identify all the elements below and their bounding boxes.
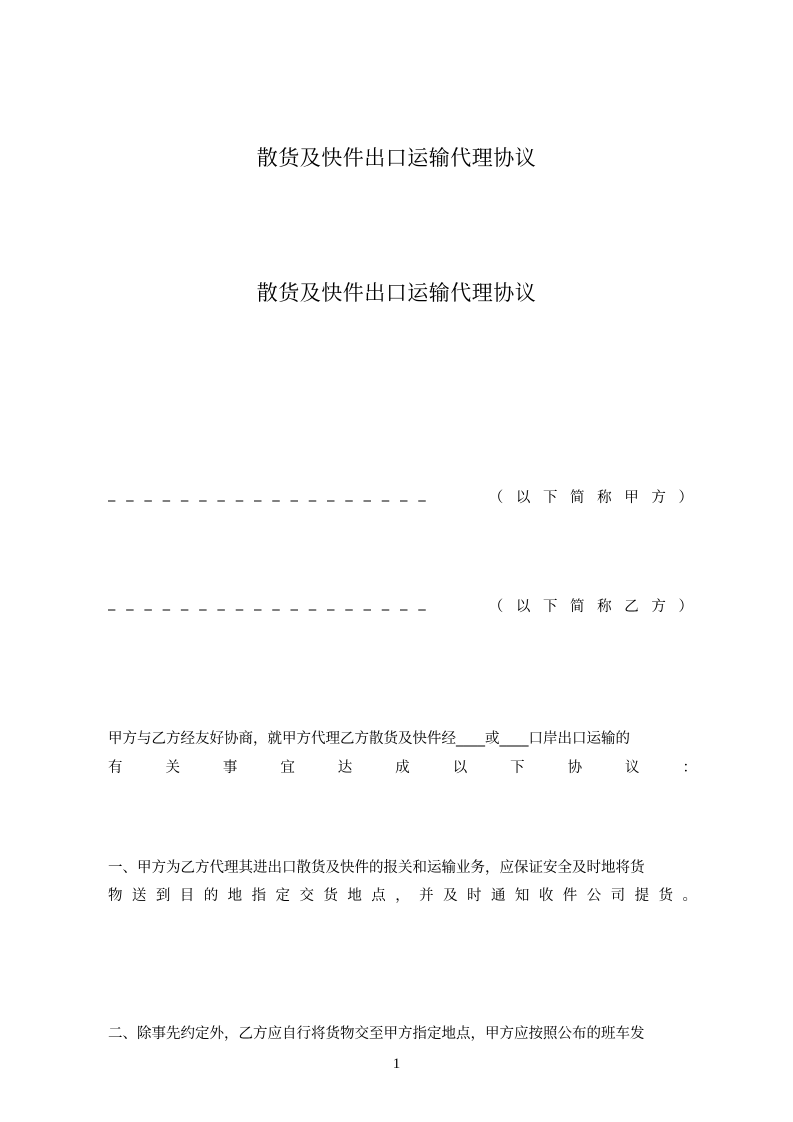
party-a-line [108,486,697,507]
document-subtitle: 散货及快件出口运输代理协议 [256,281,537,305]
intro-line-2: 有关事宜达成以下协议： [108,760,697,776]
clause-1-line-1: 一、甲方为乙方代理其进出口散货及快件的报关和运输业务，应保证安全及时地将货 [108,860,645,876]
party-b-label: （ 以 下 简 称 乙 方 ） [488,599,697,615]
page-number: 1 [392,1056,401,1072]
clause-2-line-1: 二、除事先约定外，乙方应自行将货物交至甲方指定地点，甲方应按照公布的班车发 [108,1026,645,1042]
party-a-blank: _ _ _ _ _ _ _ _ _ _ _ _ _ _ _ _ _ _ [108,486,429,502]
clause-1-line-2: 物送到目的地指定交货地点，并及时通知收件公司提货。 [108,888,697,904]
document-title: 散货及快件出口运输代理协议 [256,146,537,170]
party-b-blank: _ _ _ _ _ _ _ _ _ _ _ _ _ _ _ _ _ _ [108,595,429,611]
intro-line-1: 甲方与乙方经友好协商，就甲方代理乙方散货及快件经____或____口岸出口运输的 [108,731,630,747]
party-a-label: （ 以 下 简 称 甲 方 ） [488,490,697,506]
party-b-line [108,595,697,616]
